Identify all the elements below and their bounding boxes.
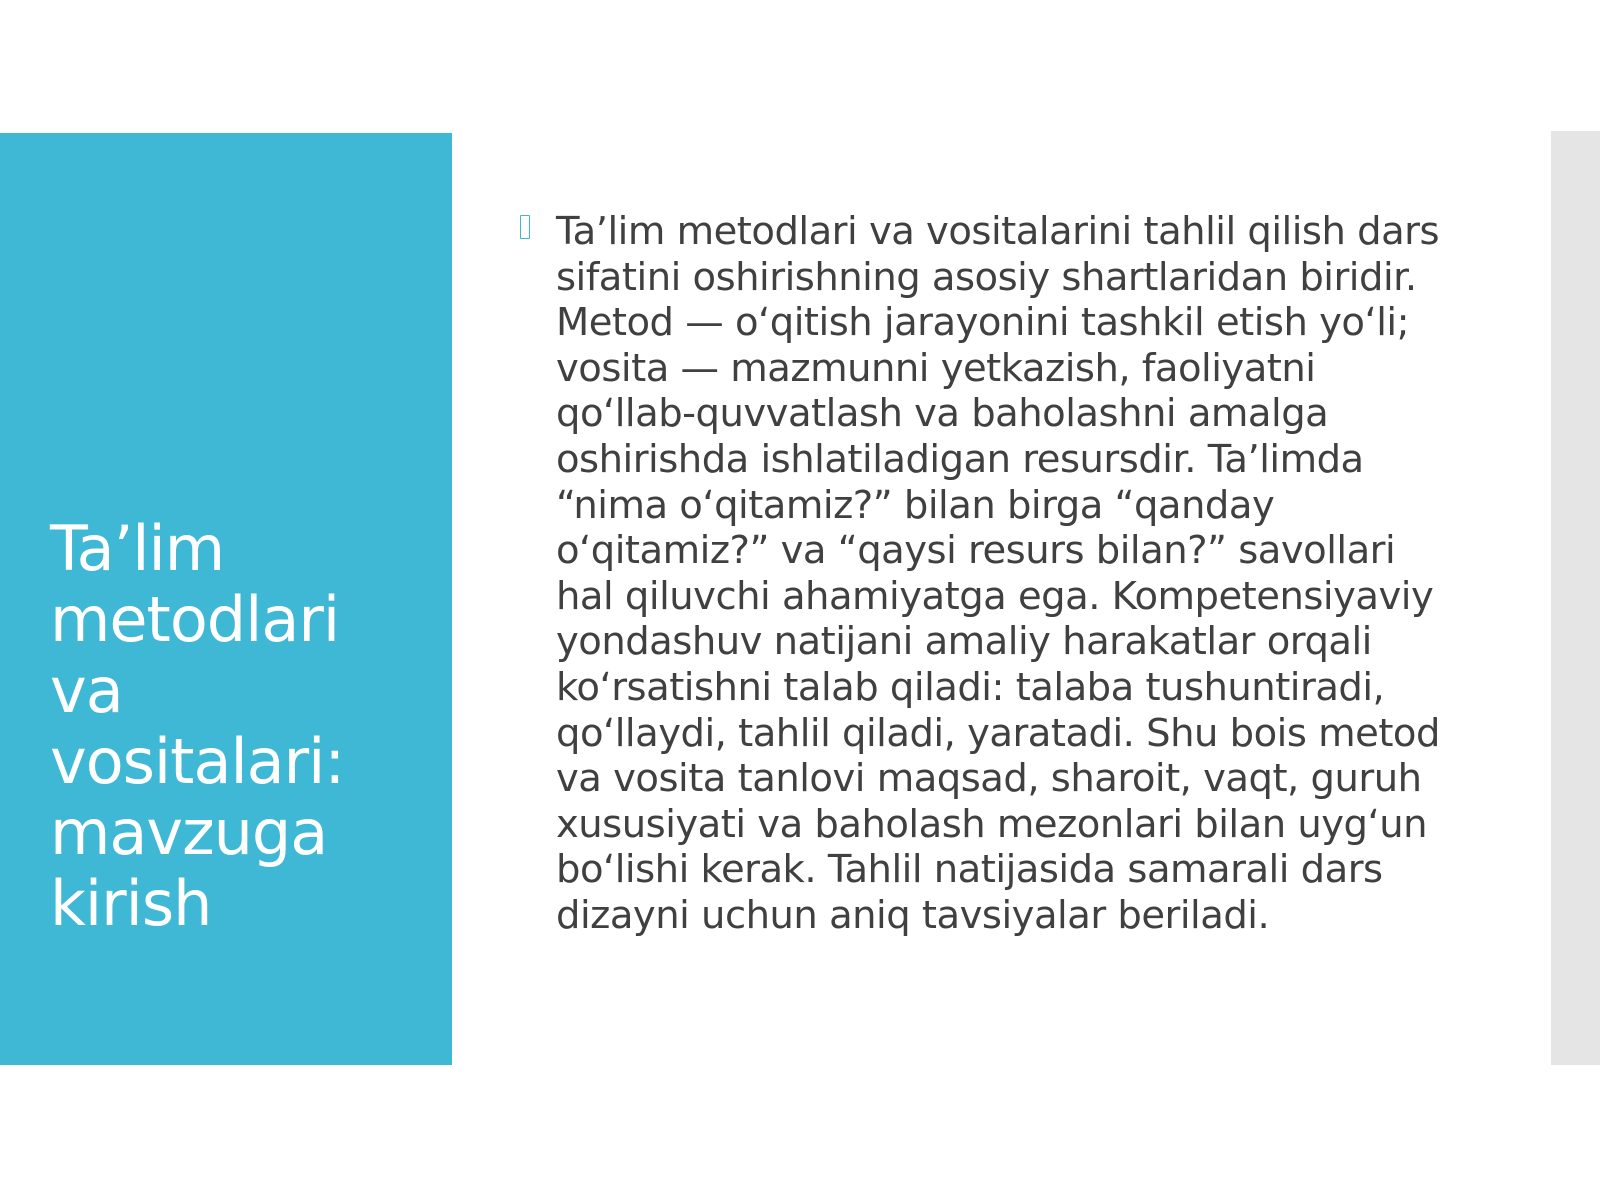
bullet-text: Ta’lim metodlari va vositalarini tahlil qilish dars sifatini oshirishning asosiy shartlaridan biridir. Metod — o‘qitish jarayonini tashkil etish yo‘li; vosita — mazmunni yetkazish, faoliyatni qo‘llab-quvvatlash va baholashni amalga oshirishda ishlatiladigan resursdir. Ta’limda “nima o‘qitamiz?” bilan birga “qanday o‘qitamiz?” va “qaysi resurs bilan?” savollari hal qiluvchi ahamiyatga ega. Kompetensiyaviy yondashuv natijani amaliy harakatlar orqali ko‘rsatishni talab qiladi: talaba tushuntiradi, qo‘llaydi, tahlil qiladi, yaratadi. Shu bois metod va vosita tanlovi maqsad, sharoit, vaqt, guruh xususiyati va baholash mezonlari bilan uyg‘un bo‘lishi kerak. Tahlil natijasida samarali dars dizayni uchun aniq tavsiyalar beriladi. [556, 209, 1440, 938]
side-strip [1551, 131, 1600, 1065]
slide-title: Ta’lim metodlari va vositalari: mavzuga kirish [50, 512, 345, 940]
title-panel [0, 133, 452, 1065]
bullet-list [520, 209, 1440, 939]
bullet-square-icon [520, 215, 530, 239]
bullet-item [520, 209, 1440, 939]
